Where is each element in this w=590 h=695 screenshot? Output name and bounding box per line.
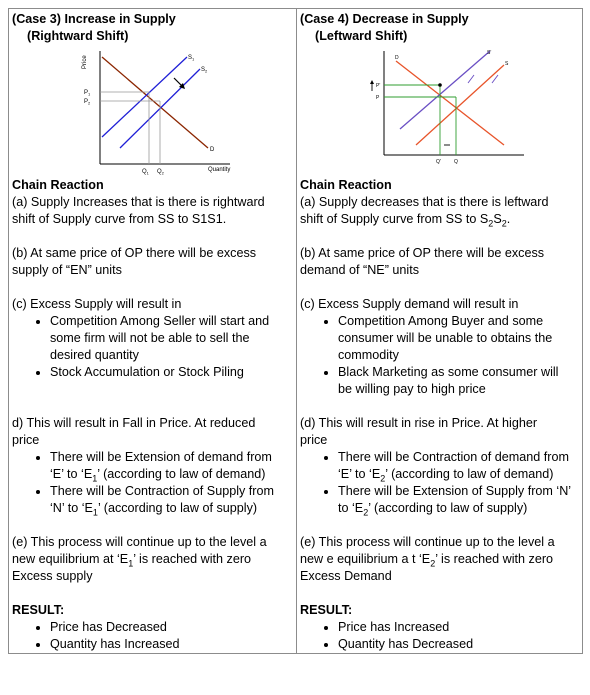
demand-curve (396, 61, 504, 145)
list-item: • There will be Contraction of Supply from ‘N’ to ‘$E_1$’ (according to law of supply) (50, 483, 293, 517)
s-label: S (505, 61, 509, 67)
case4-a-line1: (a) Supply decreases that is there is leftward (300, 195, 549, 209)
d-label: D (210, 147, 215, 153)
p2-sub: 2 (88, 100, 91, 106)
case4-chain-title: Chain Reaction (300, 178, 392, 192)
q1-sub: 1 (146, 170, 149, 176)
case4-title: (Case 4) Decrease in Supply (300, 12, 469, 26)
list-item: • Stock Accumulation or Stock Piling (50, 364, 293, 381)
case3-a-line1: (a) Supply Increases that is there is rightward (12, 195, 265, 209)
p2-label: P (84, 99, 89, 105)
s-prime-label: S' (487, 50, 492, 56)
case4-d-line1: (d) This will result in rise in Price. At higher (300, 416, 538, 430)
s1-sub: 1 (192, 56, 195, 62)
case4-c-list (300, 313, 579, 398)
case3-e-line2: new equilibrium at ‘$E_1$’ is reached with zero (12, 552, 252, 569)
list-item: • There will be Extension of Supply from ‘N’ to ‘$E_2$’ (according to law of supply) (338, 483, 579, 517)
svg-text:S2 (201, 67, 208, 74)
shift-arrow (468, 75, 474, 83)
svg-text:S1 (188, 55, 195, 62)
supply-curve-s1 (102, 57, 187, 137)
case3-e-line1: (e) This process will continue up to the level a (12, 535, 267, 549)
svg-text:Q1 (142, 169, 150, 176)
e2-point (438, 83, 442, 87)
comparison-table (8, 8, 583, 654)
list-item: • There will be Contraction of demand from ‘E’ to ‘$E_2$’ (according to law of demand) (338, 449, 579, 483)
case3-cell (9, 9, 297, 654)
q2-sub: 2 (161, 170, 164, 176)
decrease-supply-graph (364, 45, 544, 177)
p-prime-label: P' (376, 83, 381, 89)
case3-d-line1: d) This will result in Fall in Price. At reduced (12, 416, 256, 430)
case3-d-list (12, 449, 293, 517)
case4-e-line2: new e equilibrium a t ‘$E_2$’ is reached with zero (300, 552, 554, 569)
list-item: • Quantity has Decreased (338, 636, 579, 653)
case3-a-line2: shift of Supply curve from SS to S1S1. (12, 212, 227, 226)
price-axis-label: Price (82, 55, 88, 69)
list-item: • Competition Among Seller will start and some firm will not be able to sell the desired quantity (50, 313, 293, 364)
case4-b-line1: (b) At same price of OP there will be excess (300, 246, 545, 260)
case3-c-list (12, 313, 293, 381)
s2-label: S (201, 67, 206, 73)
list-item: • Black Marketing as some consumer will be willing pay to high price (338, 364, 579, 398)
increase-supply-graph (80, 45, 260, 177)
svg-text:P2 (84, 99, 91, 106)
s1-label: S (188, 55, 193, 61)
list-item: • Quantity has Increased (50, 636, 293, 653)
case4-b-line2: demand of “NE” units (300, 263, 419, 277)
quantity-axis-label: Quantity (208, 167, 231, 173)
case4-result-title: RESULT: (300, 603, 353, 617)
case3-title: (Case 3) Increase in Supply (12, 12, 176, 26)
case4-a-line2: shift of Supply curve from SS to $S_2S_2$. (300, 212, 511, 229)
q2-label: Q (157, 169, 162, 175)
demand-curve (102, 57, 208, 148)
p1-label: P (84, 90, 89, 96)
svg-text:Q2 (157, 169, 165, 176)
shift-arrow (492, 75, 498, 83)
p1-sub: 1 (88, 91, 91, 97)
svg-text:P1 (84, 90, 91, 97)
case4-subtitle: (Leftward Shift) (315, 29, 408, 43)
case4-e-line3: Excess Demand (300, 569, 392, 583)
case4-d-list (300, 449, 579, 517)
case3-b-line2: supply of “EN” units (12, 263, 122, 277)
case4-d-line2: price (300, 433, 328, 447)
d-label: D (395, 55, 399, 61)
case3-chain-title: Chain Reaction (12, 178, 104, 192)
p-label: P (376, 95, 380, 101)
list-item: • Price has Decreased (50, 619, 293, 636)
case3-result-title: RESULT: (12, 603, 65, 617)
q-label: Q (454, 159, 458, 165)
list-item: • Competition Among Buyer and some consumer will be unable to obtains the commodity (338, 313, 579, 364)
case3-c: (c) Excess Supply will result in (12, 297, 182, 311)
s2-sub: 2 (205, 68, 208, 74)
case4-c: (c) Excess Supply demand will result in (300, 297, 519, 311)
case4-result-list (300, 619, 579, 653)
price-arrowhead (370, 80, 374, 84)
case3-result-list (12, 619, 293, 653)
case3-e-line3: Excess supply (12, 569, 93, 583)
case3-b-line1: (b) At same price of OP there will be excess (12, 246, 257, 260)
list-item: • There will be Extension of demand from ‘E’ to ‘$E_1$’ (according to law of demand) (50, 449, 293, 483)
case4-cell (297, 9, 583, 654)
q-prime-label: Q' (436, 159, 441, 165)
case4-e-line1: (e) This process will continue up to the level a (300, 535, 555, 549)
case3-d-line2: price (12, 433, 40, 447)
case3-subtitle: (Rightward Shift) (27, 29, 129, 43)
list-item: • Price has Increased (338, 619, 579, 636)
q1-label: Q (142, 169, 147, 175)
